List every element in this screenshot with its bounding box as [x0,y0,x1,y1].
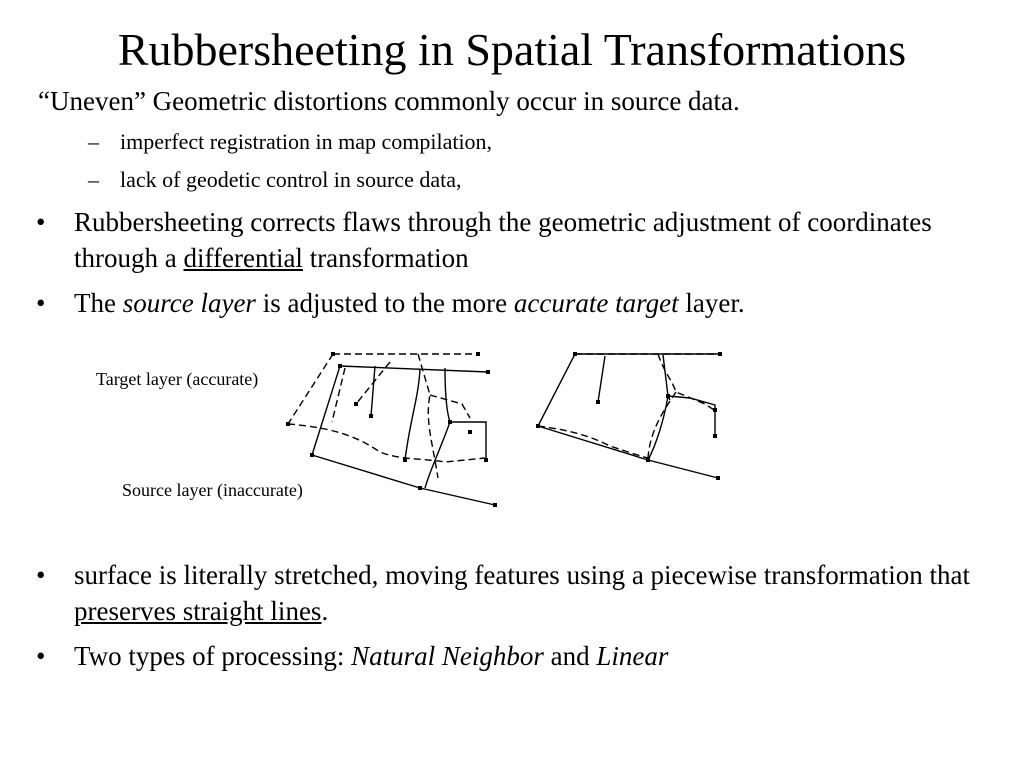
source-solid-lines [312,366,495,505]
text-segment: surface is literally stretched, moving features using a piecewise transformation that [74,560,970,590]
text-segment: and [543,641,597,671]
bullet-text [74,638,976,674]
vertex-markers [536,352,722,480]
source-layer-label: Source layer (inaccurate) [122,480,303,500]
text-segment: is adjusted to the more [255,288,514,318]
emphasis-source-layer: source layer [122,288,256,318]
target-dashed-lines [288,354,485,478]
text-segment: transformation [302,243,469,273]
dash-marker: – [88,167,99,192]
emphasis-accurate-target: accurate target [513,288,679,318]
emphasis-natural-neighbor: Natural Neighbor [351,641,544,671]
bullet-dot: • [36,560,46,590]
text-segment: The [74,288,123,318]
slide-title: Rubbersheeting in Spatial Transformations [117,24,907,75]
underlined-term-differential: differential [183,243,303,273]
target-layer-label: Target layer (accurate) [96,369,259,389]
bullet-dot: • [36,288,46,318]
bullet-processing-types [36,638,976,674]
bullet-text [74,557,976,629]
adjusted-solid-lines [538,354,720,478]
text-segment: layer. [678,288,745,318]
emphasis-linear: Linear [596,641,669,671]
bullet-dot: • [36,641,46,671]
dash-marker: – [88,129,99,154]
adjusted-dashed-lines [538,354,720,458]
underlined-term-preserves-straight-lines: preserves straight lines [74,596,322,626]
right-network-after [536,352,722,480]
sub-item-text: lack of geodetic control in source data, [120,167,462,192]
bullet-surface-stretched [36,557,976,629]
bullet-dot: • [36,207,46,237]
intro-text: “Uneven” Geometric distortions commonly occur in source data. [38,86,740,116]
left-network-before [286,352,497,507]
text-segment: Two types of processing: [74,641,352,671]
sub-item-text: imperfect registration in map compilation, [120,129,493,154]
text-segment: . [321,596,329,626]
text-segment: Rubbersheeting corrects flaws through the geometric adjustment of coordinates through a [74,207,932,273]
vertex-markers [286,352,497,507]
